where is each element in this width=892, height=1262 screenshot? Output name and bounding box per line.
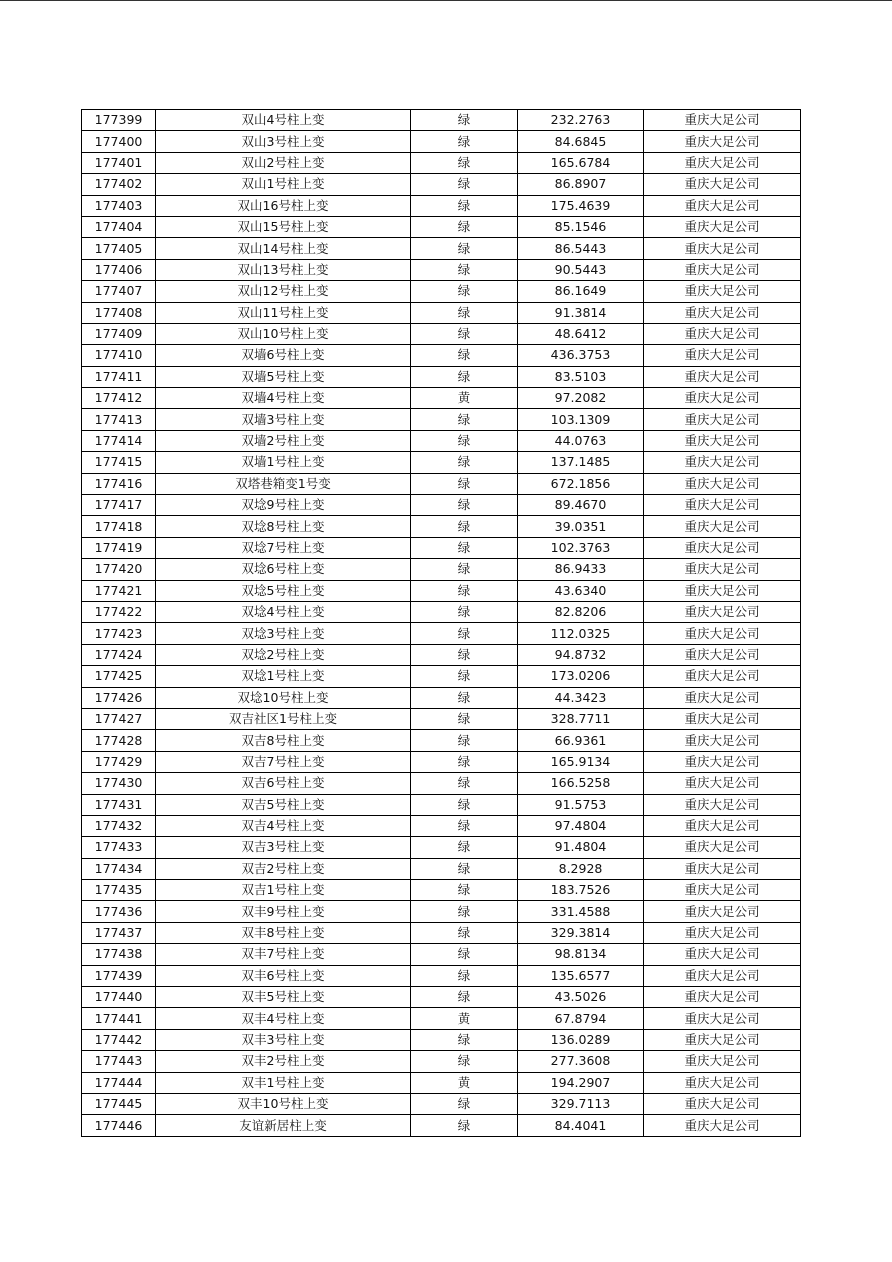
value-cell: 277.3608 xyxy=(518,1051,644,1072)
table-row xyxy=(82,623,801,644)
table-row xyxy=(82,430,801,451)
company-cell: 重庆大足公司 xyxy=(644,473,801,494)
company-cell: 重庆大足公司 xyxy=(644,131,801,152)
value-cell: 183.7526 xyxy=(518,880,644,901)
company-cell: 重庆大足公司 xyxy=(644,880,801,901)
table-row xyxy=(82,1093,801,1114)
row-id-cell: 177419 xyxy=(82,537,156,558)
value-cell: 97.2082 xyxy=(518,388,644,409)
row-id-cell: 177436 xyxy=(82,901,156,922)
company-cell: 重庆大足公司 xyxy=(644,858,801,879)
table-row xyxy=(82,110,801,131)
transformer-name-cell: 双吉3号柱上变 xyxy=(156,837,411,858)
value-cell: 83.5103 xyxy=(518,366,644,387)
row-id-cell: 177435 xyxy=(82,880,156,901)
company-cell: 重庆大足公司 xyxy=(644,794,801,815)
status-color-cell: 绿 xyxy=(411,366,518,387)
status-color-cell: 绿 xyxy=(411,1093,518,1114)
value-cell: 194.2907 xyxy=(518,1072,644,1093)
company-cell: 重庆大足公司 xyxy=(644,1008,801,1029)
table-row xyxy=(82,773,801,794)
table-row xyxy=(82,388,801,409)
value-cell: 86.9433 xyxy=(518,559,644,580)
status-color-cell: 绿 xyxy=(411,773,518,794)
company-cell: 重庆大足公司 xyxy=(644,1115,801,1136)
row-id-cell: 177429 xyxy=(82,751,156,772)
table-row xyxy=(82,238,801,259)
table-row xyxy=(82,815,801,836)
value-cell: 67.8794 xyxy=(518,1008,644,1029)
table-row xyxy=(82,987,801,1008)
table-row xyxy=(82,751,801,772)
table-row xyxy=(82,858,801,879)
row-id-cell: 177416 xyxy=(82,473,156,494)
table-row xyxy=(82,1072,801,1093)
table-row xyxy=(82,281,801,302)
transformer-name-cell: 双丰3号柱上变 xyxy=(156,1029,411,1050)
status-color-cell: 绿 xyxy=(411,110,518,131)
table-row xyxy=(82,174,801,195)
value-cell: 103.1309 xyxy=(518,409,644,430)
row-id-cell: 177408 xyxy=(82,302,156,323)
transformer-name-cell: 双山12号柱上变 xyxy=(156,281,411,302)
value-cell: 39.0351 xyxy=(518,516,644,537)
value-cell: 328.7711 xyxy=(518,708,644,729)
value-cell: 86.5443 xyxy=(518,238,644,259)
transformer-name-cell: 双山10号柱上变 xyxy=(156,323,411,344)
transformer-name-cell: 双埝7号柱上变 xyxy=(156,537,411,558)
value-cell: 91.5753 xyxy=(518,794,644,815)
row-id-cell: 177446 xyxy=(82,1115,156,1136)
company-cell: 重庆大足公司 xyxy=(644,944,801,965)
transformer-name-cell: 双埝2号柱上变 xyxy=(156,644,411,665)
row-id-cell: 177441 xyxy=(82,1008,156,1029)
row-id-cell: 177431 xyxy=(82,794,156,815)
table-row xyxy=(82,901,801,922)
row-id-cell: 177411 xyxy=(82,366,156,387)
status-color-cell: 绿 xyxy=(411,430,518,451)
row-id-cell: 177418 xyxy=(82,516,156,537)
transformer-name-cell: 双丰10号柱上变 xyxy=(156,1093,411,1114)
table-row xyxy=(82,559,801,580)
company-cell: 重庆大足公司 xyxy=(644,452,801,473)
status-color-cell: 绿 xyxy=(411,195,518,216)
status-color-cell: 绿 xyxy=(411,794,518,815)
table-row xyxy=(82,473,801,494)
status-color-cell: 绿 xyxy=(411,302,518,323)
transformer-name-cell: 双山1号柱上变 xyxy=(156,174,411,195)
value-cell: 91.3814 xyxy=(518,302,644,323)
value-cell: 98.8134 xyxy=(518,944,644,965)
status-color-cell: 绿 xyxy=(411,751,518,772)
table-row xyxy=(82,131,801,152)
row-id-cell: 177403 xyxy=(82,195,156,216)
status-color-cell: 绿 xyxy=(411,495,518,516)
value-cell: 329.3814 xyxy=(518,922,644,943)
table-row xyxy=(82,152,801,173)
status-color-cell: 绿 xyxy=(411,837,518,858)
value-cell: 94.8732 xyxy=(518,644,644,665)
status-color-cell: 绿 xyxy=(411,1029,518,1050)
company-cell: 重庆大足公司 xyxy=(644,345,801,366)
transformer-name-cell: 双吉7号柱上变 xyxy=(156,751,411,772)
company-cell: 重庆大足公司 xyxy=(644,1093,801,1114)
company-cell: 重庆大足公司 xyxy=(644,110,801,131)
table-row xyxy=(82,216,801,237)
status-color-cell: 绿 xyxy=(411,644,518,665)
company-cell: 重庆大足公司 xyxy=(644,388,801,409)
value-cell: 82.8206 xyxy=(518,601,644,622)
transformer-name-cell: 双吉8号柱上变 xyxy=(156,730,411,751)
value-cell: 91.4804 xyxy=(518,837,644,858)
row-id-cell: 177424 xyxy=(82,644,156,665)
table-row xyxy=(82,730,801,751)
company-cell: 重庆大足公司 xyxy=(644,238,801,259)
transformer-name-cell: 双丰9号柱上变 xyxy=(156,901,411,922)
transformer-name-cell: 双吉社区1号柱上变 xyxy=(156,708,411,729)
company-cell: 重庆大足公司 xyxy=(644,601,801,622)
transformer-name-cell: 双山16号柱上变 xyxy=(156,195,411,216)
value-cell: 90.5443 xyxy=(518,259,644,280)
value-cell: 84.6845 xyxy=(518,131,644,152)
status-color-cell: 绿 xyxy=(411,815,518,836)
company-cell: 重庆大足公司 xyxy=(644,901,801,922)
table-row xyxy=(82,644,801,665)
transformer-name-cell: 双丰4号柱上变 xyxy=(156,1008,411,1029)
transformer-name-cell: 双山2号柱上变 xyxy=(156,152,411,173)
value-cell: 97.4804 xyxy=(518,815,644,836)
transformer-name-cell: 双塔巷箱变1号变 xyxy=(156,473,411,494)
transformer-name-cell: 双埝6号柱上变 xyxy=(156,559,411,580)
transformer-name-cell: 友谊新居柱上变 xyxy=(156,1115,411,1136)
transformer-name-cell: 双山3号柱上变 xyxy=(156,131,411,152)
value-cell: 85.1546 xyxy=(518,216,644,237)
transformer-name-cell: 双山13号柱上变 xyxy=(156,259,411,280)
table-row xyxy=(82,1051,801,1072)
company-cell: 重庆大足公司 xyxy=(644,687,801,708)
table-row xyxy=(82,922,801,943)
company-cell: 重庆大足公司 xyxy=(644,751,801,772)
value-cell: 48.6412 xyxy=(518,323,644,344)
row-id-cell: 177415 xyxy=(82,452,156,473)
transformer-name-cell: 双墙3号柱上变 xyxy=(156,409,411,430)
status-color-cell: 绿 xyxy=(411,601,518,622)
status-color-cell: 绿 xyxy=(411,687,518,708)
row-id-cell: 177420 xyxy=(82,559,156,580)
company-cell: 重庆大足公司 xyxy=(644,922,801,943)
company-cell: 重庆大足公司 xyxy=(644,580,801,601)
row-id-cell: 177402 xyxy=(82,174,156,195)
company-cell: 重庆大足公司 xyxy=(644,323,801,344)
value-cell: 43.6340 xyxy=(518,580,644,601)
value-cell: 165.9134 xyxy=(518,751,644,772)
row-id-cell: 177437 xyxy=(82,922,156,943)
table-row xyxy=(82,708,801,729)
row-id-cell: 177438 xyxy=(82,944,156,965)
transformer-name-cell: 双丰2号柱上变 xyxy=(156,1051,411,1072)
company-cell: 重庆大足公司 xyxy=(644,1072,801,1093)
row-id-cell: 177427 xyxy=(82,708,156,729)
value-cell: 8.2928 xyxy=(518,858,644,879)
value-cell: 43.5026 xyxy=(518,987,644,1008)
transformer-name-cell: 双墙2号柱上变 xyxy=(156,430,411,451)
transformer-name-cell: 双墙5号柱上变 xyxy=(156,366,411,387)
table-row xyxy=(82,666,801,687)
row-id-cell: 177413 xyxy=(82,409,156,430)
row-id-cell: 177406 xyxy=(82,259,156,280)
value-cell: 329.7113 xyxy=(518,1093,644,1114)
status-color-cell: 绿 xyxy=(411,987,518,1008)
value-cell: 232.2763 xyxy=(518,110,644,131)
company-cell: 重庆大足公司 xyxy=(644,837,801,858)
row-id-cell: 177423 xyxy=(82,623,156,644)
status-color-cell: 绿 xyxy=(411,152,518,173)
row-id-cell: 177432 xyxy=(82,815,156,836)
transformer-name-cell: 双埝4号柱上变 xyxy=(156,601,411,622)
company-cell: 重庆大足公司 xyxy=(644,516,801,537)
status-color-cell: 绿 xyxy=(411,666,518,687)
status-color-cell: 黄 xyxy=(411,1008,518,1029)
status-color-cell: 绿 xyxy=(411,238,518,259)
transformer-name-cell: 双墙4号柱上变 xyxy=(156,388,411,409)
transformer-name-cell: 双吉2号柱上变 xyxy=(156,858,411,879)
value-cell: 436.3753 xyxy=(518,345,644,366)
row-id-cell: 177422 xyxy=(82,601,156,622)
transformer-table xyxy=(81,109,801,1137)
transformer-name-cell: 双埝10号柱上变 xyxy=(156,687,411,708)
status-color-cell: 黄 xyxy=(411,388,518,409)
row-id-cell: 177434 xyxy=(82,858,156,879)
table-row xyxy=(82,537,801,558)
table-row xyxy=(82,837,801,858)
table-row xyxy=(82,965,801,986)
value-cell: 166.5258 xyxy=(518,773,644,794)
value-cell: 86.1649 xyxy=(518,281,644,302)
status-color-cell: 绿 xyxy=(411,1115,518,1136)
row-id-cell: 177430 xyxy=(82,773,156,794)
value-cell: 165.6784 xyxy=(518,152,644,173)
status-color-cell: 绿 xyxy=(411,345,518,366)
table-row xyxy=(82,323,801,344)
company-cell: 重庆大足公司 xyxy=(644,195,801,216)
row-id-cell: 177399 xyxy=(82,110,156,131)
table-row xyxy=(82,195,801,216)
status-color-cell: 绿 xyxy=(411,473,518,494)
company-cell: 重庆大足公司 xyxy=(644,366,801,387)
status-color-cell: 绿 xyxy=(411,409,518,430)
row-id-cell: 177445 xyxy=(82,1093,156,1114)
row-id-cell: 177444 xyxy=(82,1072,156,1093)
row-id-cell: 177409 xyxy=(82,323,156,344)
row-id-cell: 177414 xyxy=(82,430,156,451)
status-color-cell: 绿 xyxy=(411,944,518,965)
company-cell: 重庆大足公司 xyxy=(644,644,801,665)
company-cell: 重庆大足公司 xyxy=(644,815,801,836)
table-row xyxy=(82,302,801,323)
company-cell: 重庆大足公司 xyxy=(644,1029,801,1050)
status-color-cell: 绿 xyxy=(411,537,518,558)
row-id-cell: 177405 xyxy=(82,238,156,259)
row-id-cell: 177421 xyxy=(82,580,156,601)
transformer-name-cell: 双丰7号柱上变 xyxy=(156,944,411,965)
table-row xyxy=(82,794,801,815)
table-row xyxy=(82,1115,801,1136)
row-id-cell: 177443 xyxy=(82,1051,156,1072)
table-row xyxy=(82,345,801,366)
table-row xyxy=(82,516,801,537)
value-cell: 173.0206 xyxy=(518,666,644,687)
status-color-cell: 绿 xyxy=(411,730,518,751)
company-cell: 重庆大足公司 xyxy=(644,730,801,751)
table-row xyxy=(82,687,801,708)
transformer-name-cell: 双埝8号柱上变 xyxy=(156,516,411,537)
transformer-name-cell: 双吉1号柱上变 xyxy=(156,880,411,901)
table-body xyxy=(82,110,801,1137)
row-id-cell: 177404 xyxy=(82,216,156,237)
transformer-name-cell: 双山4号柱上变 xyxy=(156,110,411,131)
table-row xyxy=(82,366,801,387)
row-id-cell: 177433 xyxy=(82,837,156,858)
transformer-name-cell: 双墙6号柱上变 xyxy=(156,345,411,366)
transformer-name-cell: 双埝1号柱上变 xyxy=(156,666,411,687)
company-cell: 重庆大足公司 xyxy=(644,281,801,302)
transformer-name-cell: 双丰6号柱上变 xyxy=(156,965,411,986)
status-color-cell: 绿 xyxy=(411,559,518,580)
table-row xyxy=(82,580,801,601)
company-cell: 重庆大足公司 xyxy=(644,623,801,644)
company-cell: 重庆大足公司 xyxy=(644,965,801,986)
transformer-name-cell: 双山15号柱上变 xyxy=(156,216,411,237)
value-cell: 135.6577 xyxy=(518,965,644,986)
company-cell: 重庆大足公司 xyxy=(644,302,801,323)
row-id-cell: 177417 xyxy=(82,495,156,516)
value-cell: 175.4639 xyxy=(518,195,644,216)
status-color-cell: 绿 xyxy=(411,216,518,237)
value-cell: 44.0763 xyxy=(518,430,644,451)
status-color-cell: 绿 xyxy=(411,516,518,537)
company-cell: 重庆大足公司 xyxy=(644,537,801,558)
row-id-cell: 177428 xyxy=(82,730,156,751)
value-cell: 66.9361 xyxy=(518,730,644,751)
status-color-cell: 绿 xyxy=(411,259,518,280)
transformer-name-cell: 双墙1号柱上变 xyxy=(156,452,411,473)
company-cell: 重庆大足公司 xyxy=(644,259,801,280)
status-color-cell: 绿 xyxy=(411,708,518,729)
table-row xyxy=(82,880,801,901)
table-row xyxy=(82,452,801,473)
company-cell: 重庆大足公司 xyxy=(644,216,801,237)
status-color-cell: 绿 xyxy=(411,131,518,152)
value-cell: 44.3423 xyxy=(518,687,644,708)
status-color-cell: 绿 xyxy=(411,323,518,344)
company-cell: 重庆大足公司 xyxy=(644,559,801,580)
row-id-cell: 177412 xyxy=(82,388,156,409)
table-row xyxy=(82,944,801,965)
status-color-cell: 绿 xyxy=(411,623,518,644)
company-cell: 重庆大足公司 xyxy=(644,409,801,430)
company-cell: 重庆大足公司 xyxy=(644,174,801,195)
value-cell: 331.4588 xyxy=(518,901,644,922)
row-id-cell: 177439 xyxy=(82,965,156,986)
company-cell: 重庆大足公司 xyxy=(644,495,801,516)
status-color-cell: 绿 xyxy=(411,452,518,473)
status-color-cell: 绿 xyxy=(411,1051,518,1072)
row-id-cell: 177425 xyxy=(82,666,156,687)
company-cell: 重庆大足公司 xyxy=(644,430,801,451)
row-id-cell: 177442 xyxy=(82,1029,156,1050)
transformer-name-cell: 双埝5号柱上变 xyxy=(156,580,411,601)
status-color-cell: 绿 xyxy=(411,858,518,879)
value-cell: 137.1485 xyxy=(518,452,644,473)
transformer-name-cell: 双吉4号柱上变 xyxy=(156,815,411,836)
transformer-name-cell: 双吉6号柱上变 xyxy=(156,773,411,794)
company-cell: 重庆大足公司 xyxy=(644,152,801,173)
value-cell: 86.8907 xyxy=(518,174,644,195)
row-id-cell: 177440 xyxy=(82,987,156,1008)
value-cell: 112.0325 xyxy=(518,623,644,644)
table-row xyxy=(82,1029,801,1050)
table-row xyxy=(82,495,801,516)
transformer-name-cell: 双山11号柱上变 xyxy=(156,302,411,323)
value-cell: 84.4041 xyxy=(518,1115,644,1136)
company-cell: 重庆大足公司 xyxy=(644,708,801,729)
status-color-cell: 黄 xyxy=(411,1072,518,1093)
value-cell: 672.1856 xyxy=(518,473,644,494)
value-cell: 89.4670 xyxy=(518,495,644,516)
table-row xyxy=(82,601,801,622)
company-cell: 重庆大足公司 xyxy=(644,1051,801,1072)
transformer-name-cell: 双埝9号柱上变 xyxy=(156,495,411,516)
company-cell: 重庆大足公司 xyxy=(644,773,801,794)
table-row xyxy=(82,259,801,280)
transformer-name-cell: 双丰8号柱上变 xyxy=(156,922,411,943)
value-cell: 136.0289 xyxy=(518,1029,644,1050)
transformer-name-cell: 双丰1号柱上变 xyxy=(156,1072,411,1093)
table-row xyxy=(82,1008,801,1029)
status-color-cell: 绿 xyxy=(411,965,518,986)
row-id-cell: 177401 xyxy=(82,152,156,173)
value-cell: 102.3763 xyxy=(518,537,644,558)
transformer-name-cell: 双山14号柱上变 xyxy=(156,238,411,259)
transformer-name-cell: 双吉5号柱上变 xyxy=(156,794,411,815)
transformer-name-cell: 双埝3号柱上变 xyxy=(156,623,411,644)
company-cell: 重庆大足公司 xyxy=(644,666,801,687)
status-color-cell: 绿 xyxy=(411,901,518,922)
status-color-cell: 绿 xyxy=(411,281,518,302)
row-id-cell: 177400 xyxy=(82,131,156,152)
row-id-cell: 177407 xyxy=(82,281,156,302)
status-color-cell: 绿 xyxy=(411,922,518,943)
status-color-cell: 绿 xyxy=(411,880,518,901)
status-color-cell: 绿 xyxy=(411,174,518,195)
row-id-cell: 177426 xyxy=(82,687,156,708)
status-color-cell: 绿 xyxy=(411,580,518,601)
company-cell: 重庆大足公司 xyxy=(644,987,801,1008)
row-id-cell: 177410 xyxy=(82,345,156,366)
transformer-name-cell: 双丰5号柱上变 xyxy=(156,987,411,1008)
table-row xyxy=(82,409,801,430)
